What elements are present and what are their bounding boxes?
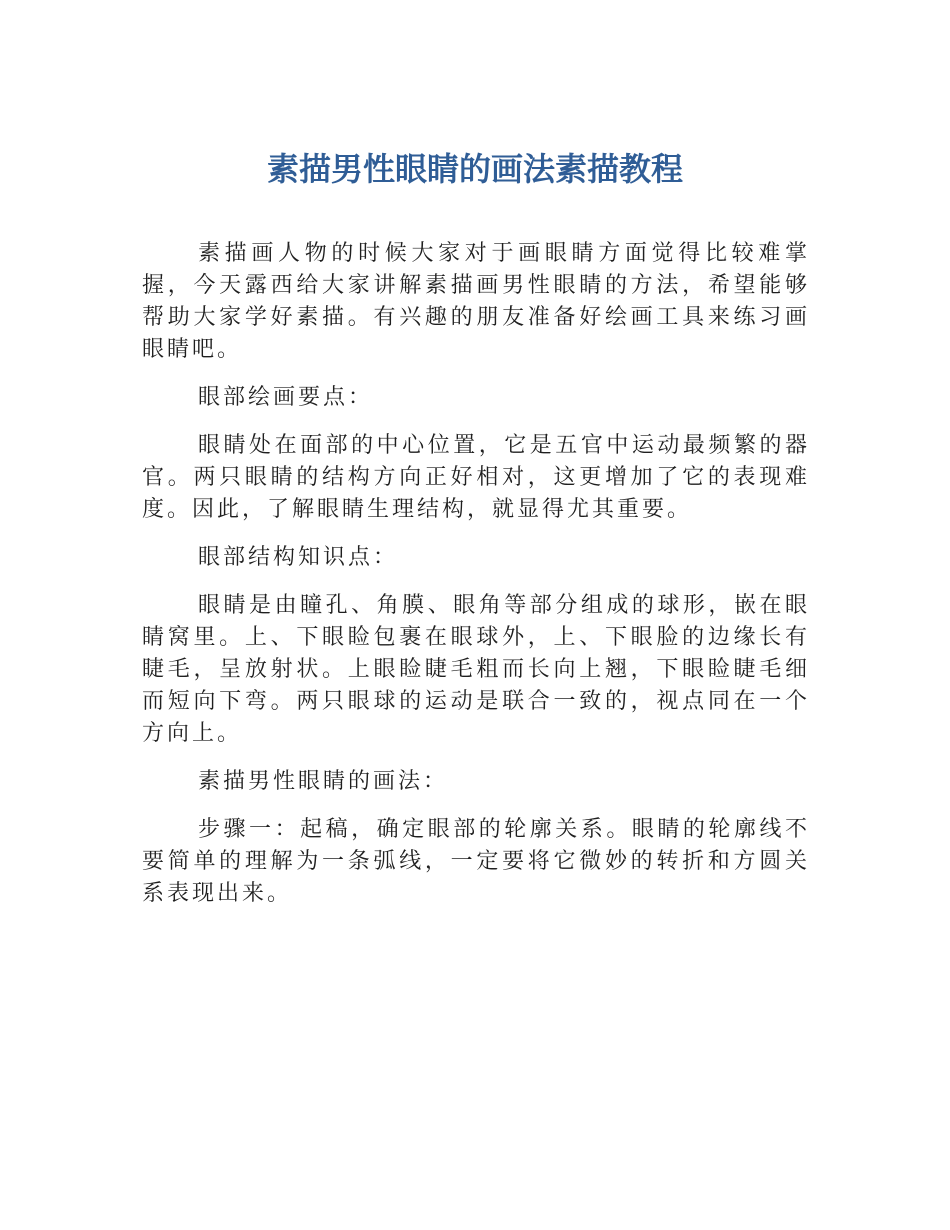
section-heading-structure: 眼部结构知识点： <box>198 545 399 570</box>
paragraph-intro: 素描画人物的时候大家对于画眼睛方面觉得比较难掌握，今天露西给大家讲解素描画男性眼睛的方法，希望能够帮助大家学好素描。有兴趣的朋友准备好绘画工具来练习画眼睛吧。 <box>142 241 810 362</box>
document-body <box>142 238 810 926</box>
section-heading-drawing-points: 眼部绘画要点： <box>198 385 374 410</box>
paragraph-step-one: 步骤一：起稿，确定眼部的轮廓关系。眼睛的轮廓线不要简单的理解为一条弧线，一定要将它微妙的转折和方圆关系表现出来。 <box>142 817 810 906</box>
page-title: 素描男性眼睛的画法素描教程 <box>266 150 683 188</box>
paragraph-eye-structure: 眼睛是由瞳孔、角膜、眼角等部分组成的球形，嵌在眼睛窝里。上、下眼睑包裹在眼球外，上、下眼脸的边缘长有睫毛，呈放射状。上眼睑睫毛粗而长向上翘，下眼睑睫毛细而短向下弯。两只眼球的运动是联合一致的，视点同在一个方向上。 <box>142 593 810 746</box>
paragraph-eye-position: 眼睛处在面部的中心位置，它是五官中运动最频繁的器官。两只眼睛的结构方向正好相对，这更增加了它的表现难度。因此，了解眼睛生理结构，就显得尤其重要。 <box>142 433 810 522</box>
section-heading-method: 素描男性眼睛的画法： <box>198 769 449 794</box>
